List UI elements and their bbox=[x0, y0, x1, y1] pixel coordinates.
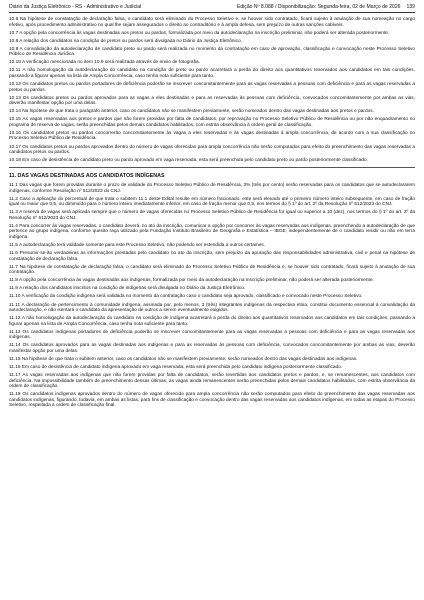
paragraph: 10.11 A não homologação da autodeclaração do candidato na condição de preto ou pardo acarretará a perda do direito aos quantitativos reservados aos candidatos em tais condições, passando a figurar apenas na lista de Ampla Concorrência, caso tenha nota suficiente para tanto. bbox=[9, 68, 415, 79]
page-header bbox=[9, 3, 415, 13]
paragraph: 10.9 A convalidação da autodeclaração de candidato preto ou pardo será realizada no momento da contratação em caso de aprovação, classificação e convocação neste Processo Seletivo Público de Residência Jurídica. bbox=[9, 46, 415, 58]
paragraph: 11.1 Das vagas que forem providas durante o prazo de validade do Processo Seletivo Público de Residência, 3% (três por cento) serão reservadas para os candidatos que se autodeclararem indígenas, conforme Resolução nº 512/2023 do CNJ. bbox=[9, 183, 415, 194]
paragraph: 11.13 Os candidatos indígenas portadores de deficiência poderão se inscrever concomitantemente para as vagas reservadas a pessoas com deficiência e para as vagas reservadas aos indígenas. bbox=[9, 329, 415, 341]
paragraph: 11.7 Na hipótese de constatação de declaração falsa, o candidato será eliminado do Processo Seletivo Público de Residência e, se houver sido contratado, ficará sujeito à anulação de sua contratação. bbox=[9, 264, 415, 276]
paragraph: 10.18 Em caso de desistência de candidato preto ou pardo aprovado em vaga reservada, esta será preenchida pelo candidato preto ou pardo posteriormente classificado. bbox=[9, 158, 368, 164]
paragraph: 11.6 Presumir-se-ão verdadeiras as informações prestadas pelo candidato no ato da inscrição, sem prejuízo da apuração das responsabilidades administrativa, civil e penal na hipótese de constatação de declaração falsa. bbox=[9, 251, 415, 262]
paragraph: 11.9 A relação dos candidatos inscritos na condição de indígenas será divulgada no Diário da Justiça Eletrônico. bbox=[9, 286, 246, 292]
paragraph: 10.7 A opção pela concorrência às vagas destinadas aos pretos ou pardos, formalizada por meio da autodeclaração na inscrição preliminar, não poderá ser alterada posteriormente. bbox=[9, 30, 390, 36]
paragraph: 11.11 A declaração de pertencimento à comunidade indígena, assinada por, pelo menos, 3 (três) integrantes indígenas da respectiva etnia, constitui documento essencial à convalidação da autodeclaração, e não isentará o candidato da apresentação de outros a serem eventualmente exigidos. bbox=[9, 302, 415, 314]
paragraph: 11.3 A reserva de vagas será aplicada sempre que o número de vagas oferecidas no Processo Seletivo Público de Residência for igual ou superior a 10 (dez), nos termos do § 1º do art. 2º da Resolução nº 512/2023 do CNJ. bbox=[9, 210, 415, 221]
paragraph: 10.6 Na hipótese de constatação de declaração falsa, o candidato será eliminado do Processo Seletivo e, se houver sido contratado, ficará sujeito à anulação de sua nomeação no cargo efetivo, após procedimento administrativo no qual lhe sejam assegurados o direito ao contraditório e à ampla defesa, sem prejuízo de outras sanções cabíveis. bbox=[9, 17, 415, 28]
paragraph: 10.13 Os candidatos pretos ou pardos aprovados para as vagas a eles destinadas e para as reservadas às pessoas com deficiência, convocados concomitantemente por ambas as vias, deverão manifestar opção por uma delas. bbox=[9, 95, 415, 107]
paragraph: 10.16 Os candidatos pretos ou pardos concorrerão concomitantemente às vagas a eles reservadas e às vagas destinadas à ampla concorrência, de acordo com a sua classificação no Processo Seletivo Público de Residência. bbox=[9, 130, 415, 142]
section-11-paragraphs bbox=[9, 183, 415, 409]
page-content bbox=[9, 13, 415, 409]
paragraph: 11.18 Os candidatos indígenas aprovados dentro do número de vagas oferecido para ampla concorrência não serão computados para efeito do preenchimento das vagas reservadas aos candidatos indígenas, figurando, todavia, em ambas as listas, para fins de classificação e convocação dentro das vagas reservadas aos candidatos indígenas, em todas as etapas do Processo Seletivo, respeitada a ordem de classificação final. bbox=[9, 392, 415, 409]
paragraph: 11.5 A autodeclaração terá validade somente para este Processo Seletivo, não podendo ser estendida a outros certames. bbox=[9, 243, 266, 248]
section-divider bbox=[9, 167, 415, 168]
section-10-paragraphs bbox=[9, 17, 415, 164]
paragraph: 10.17 Os candidatos pretos ou pardos aprovados dentro do número de vagas oferecidas para ampla concorrência não serão computados para efeito do preenchimento das vagas reservadas a candidatos pretos ou pardos. bbox=[9, 144, 415, 156]
paragraph: 10.10 A verificação mencionada no item 10.9 será realizada através de envio de fotografia. bbox=[9, 60, 200, 66]
paragraph: 11.4 Para concorrer às vagas reservadas, o candidato deverá, no ato da inscrição, comunicar a opção por concorrer às vagas reservadas aos indígenas, preenchendo a autodeclaração de que pertence ao grupo indígena, conforme quesito raça utilizado pela Fundação Instituto Brasileiro de Geografia e Estatística – IBGE, independentemente de o candidato residir ou não em terra indígena. bbox=[9, 223, 415, 240]
paragraph: 11.8 A opção pela concorrência às vagas destinadas aos indígenas, formalizada por meio da autodeclaração na inscrição preliminar, não poderá ser alterada posteriormente. bbox=[9, 278, 374, 284]
edition-info: Edição Nº 8.088 / Disponibilização: Segunda-feira, 02 de Março de 2026 bbox=[236, 4, 401, 10]
paragraph: 10.14 Na hipótese de que trata o parágrafo anterior, caso os candidatos não se manifestem previamente, serão nomeados dentro das vagas destinadas aos pretos e pardos. bbox=[9, 109, 374, 115]
paragraph: 11.16 Em caso de desistência de candidato indígena aprovado em vaga reservada, esta será preenchida pelo candidato indígena posteriormente classificado. bbox=[9, 365, 343, 371]
paragraph: 11.14 Os candidatos aprovados para as vagas destinadas aos indígenas e para as reservadas às pessoas com deficiência, convocados concomitantemente por ambas as vias, deverão manifestar opção por uma delas. bbox=[9, 343, 415, 354]
journal-title: Diário da Justiça Eletrônico - RS - Administrativo e Judicial bbox=[9, 4, 142, 10]
paragraph: 11.2 Caso a aplicação do percentual de que trata o subitem 11.1 deste Edital resulte em número fracionado, este será elevado até o primeiro número inteiro subsequente, em caso de fração igual ou maior que 0,5, ou diminuído para o número inteiro imediatamente inferior, em caso de fração menor que 0,5, nos termos do § 1º do art. 2º da Resolução nº 512/2023 do CNJ. bbox=[9, 196, 415, 208]
paragraph: 10.15 As vagas reservadas aos pretos e pardos que não forem providas por falta de candidatos, por reprovação no Processo Seletivo Público de Residência ou por não enquadramento no programa de reserva de vagas, serão preenchidas pelos demais candidatos habilitados, com estrita observância à ordem geral de classificação. bbox=[9, 117, 415, 128]
paragraph: 11.10 A verificação da condição indígena será validada no momento da contratação caso o candidato seja aprovado, classificado e convocado neste Processo Seletivo. bbox=[9, 294, 363, 300]
paragraph: 11.12 A não homologação da autodeclaração do candidato na condição de indígena acarretará a perda do direito aos quantitativos reservados aos candidatos em tais condições, passando a figurar apenas na lista de Ampla Concorrência, caso tenha nota suficiente para tanto. bbox=[9, 316, 415, 327]
paragraph: 11.17 As vagas reservadas aos indígenas que não forem providas por falta de candidatos, serão revertidas aos candidatos pretos e pardos, e, se remanescentes, aos candidatos com deficiência. Na impossibilidade também de preenchimento dessas últimas, as vagas ainda remanescentes serão preenchidas pelos demais candidatos habilitados, com estrita observância da ordem de classificação. bbox=[9, 373, 415, 390]
paragraph: 10.12 Os candidatos pretos ou pardos portadores de deficiência poderão se inscrever concomitantemente para as vagas reservadas a pessoas com deficiência e para as vagas reservadas a pretos ou pardos. bbox=[9, 82, 415, 93]
page-number: 139 bbox=[406, 4, 415, 10]
paragraph: 11.15 Na hipótese de que trata o subitem anterior, caso os candidatos não se manifestem previamente, serão nomeados dentro das vagas destinadas aos indígenas. bbox=[9, 356, 358, 362]
paragraph: 10.8 A relação dos candidatos na condição de pretos ou pardos será divulgada no Diário da Justiça Eletrônico. bbox=[9, 38, 242, 44]
section-11-title: 11. DAS VAGAS DESTINADAS AOS CANDIDATOS INDÍGENAS bbox=[9, 172, 165, 179]
